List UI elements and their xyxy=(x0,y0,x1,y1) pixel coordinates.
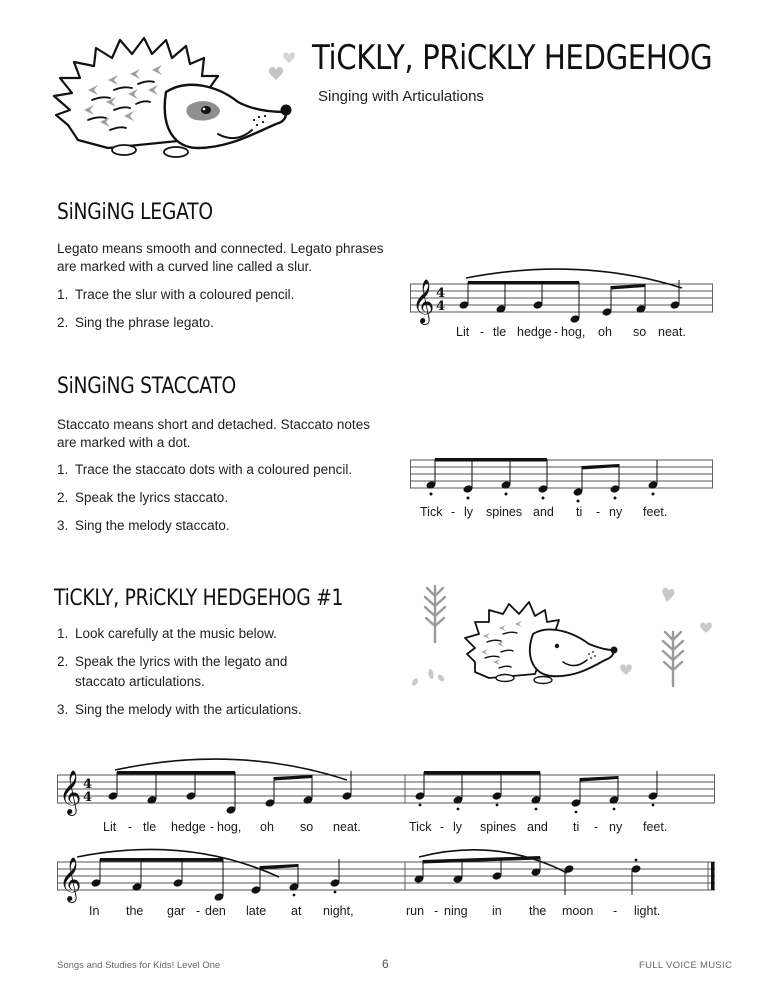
score-lyric: - xyxy=(594,820,599,834)
staccato-lyric-2: ly xyxy=(464,505,474,519)
publisher-logo: FULL VOICE MUSIC xyxy=(639,960,733,971)
step-text: Speak the lyrics staccato. xyxy=(75,490,229,505)
legato-lyric-2: tle xyxy=(493,325,507,339)
staccato-lyric-hyphen: - xyxy=(451,505,456,519)
score-system-1 xyxy=(57,752,717,822)
score-lyric: light. xyxy=(634,904,661,918)
legato-step-2 xyxy=(57,315,214,330)
page-title: TiCKLY, PRiCKLY HEDGEHOG xyxy=(312,38,713,78)
page-subtitle: Singing with Articulations xyxy=(318,88,484,105)
step-number: 2. xyxy=(57,654,69,669)
staccato-lyric-3: spines xyxy=(486,505,523,519)
score-lyric: hedge xyxy=(171,820,206,834)
score-lyric: late xyxy=(246,904,267,918)
score-lyric: at xyxy=(291,904,302,918)
staccato-lyric-6: ny xyxy=(609,505,623,519)
score-lyric: gar xyxy=(167,904,186,918)
step-text: Sing the melody staccato. xyxy=(75,518,230,533)
small-hedgehog-illustration xyxy=(405,582,725,692)
svg-text:4: 4 xyxy=(83,790,93,805)
section-heading-song: TiCKLY, PRiCKLY HEDGEHOG #1 xyxy=(54,586,344,611)
score-lyric: the xyxy=(529,904,547,918)
step-number: 1. xyxy=(57,287,69,302)
step-text: Sing the melody with the articulations. xyxy=(75,702,302,717)
song-step-1 xyxy=(57,626,277,641)
treble-clef-icon: 𝄞 xyxy=(412,279,435,323)
legato-lyric-3: hedge xyxy=(517,325,552,339)
score-lyric: Tick xyxy=(409,820,432,834)
legato-staff xyxy=(410,262,715,322)
treble-clef-icon: 𝄞 xyxy=(59,770,82,814)
legato-lyric-6: so xyxy=(633,325,647,339)
score-lyric: - xyxy=(434,904,439,918)
step-text: Look carefully at the music below. xyxy=(75,626,277,641)
song-step-2-cont xyxy=(57,674,205,689)
staccato-lyric-1: Tick xyxy=(420,505,443,519)
score-lyric: ning xyxy=(444,904,468,918)
legato-lyric-7: neat. xyxy=(658,325,686,339)
staccato-lyric-5: ti xyxy=(576,505,583,519)
score-lyric: neat. xyxy=(333,820,361,834)
staccato-step-1 xyxy=(57,462,352,477)
song-step-2 xyxy=(57,654,287,669)
score-lyric: ly xyxy=(453,820,463,834)
legato-description xyxy=(57,240,383,276)
step-number: 2. xyxy=(57,315,69,330)
score-lyric: feet. xyxy=(643,820,668,834)
step-text: Trace the slur with a coloured pencil. xyxy=(75,287,295,302)
staccato-step-2 xyxy=(57,490,228,505)
score-lyric: oh xyxy=(260,820,274,834)
section-heading-legato: SiNGiNG LEGATO xyxy=(57,200,213,225)
score-lyric: den xyxy=(205,904,226,918)
step-number: 2. xyxy=(57,490,69,505)
score-system-2 xyxy=(57,845,717,905)
score-lyric: tle xyxy=(143,820,157,834)
score-lyric: - xyxy=(440,820,445,834)
step-text: Speak the lyrics with the legato and xyxy=(75,654,288,669)
score-lyric: - xyxy=(613,904,618,918)
score-lyric: hog, xyxy=(217,820,242,834)
staccato-staff xyxy=(410,455,715,505)
svg-text:4: 4 xyxy=(436,286,446,301)
score-lyric: night, xyxy=(323,904,354,918)
staccato-lyric-4: and xyxy=(533,505,554,519)
legato-lyric-5: oh xyxy=(598,325,612,339)
step-text: staccato articulations. xyxy=(75,674,205,689)
score-lyric: ti xyxy=(573,820,580,834)
legato-description-line2: are marked with a curved line called a slur. xyxy=(57,259,313,274)
score-lyric: ny xyxy=(609,820,623,834)
svg-text:4: 4 xyxy=(83,777,93,792)
legato-step-1 xyxy=(57,287,294,302)
score-lyric: the xyxy=(126,904,144,918)
score-lyric: so xyxy=(300,820,314,834)
step-number: 3. xyxy=(57,702,69,717)
score-lyric: and xyxy=(527,820,548,834)
score-lyric: - xyxy=(128,820,133,834)
step-number: 1. xyxy=(57,626,69,641)
page-number: 6 xyxy=(382,957,389,971)
staccato-description-line2: are marked with a dot. xyxy=(57,435,191,450)
section-heading-staccato: SiNGiNG STACCATO xyxy=(57,374,236,399)
staccato-step-3 xyxy=(57,518,230,533)
score-lyric: Lit xyxy=(103,820,117,834)
legato-lyric-1: Lit xyxy=(456,325,470,339)
svg-text:4: 4 xyxy=(436,299,446,314)
score-lyric: moon xyxy=(562,904,594,918)
footer-book-title: Songs and Studies for Kids! Level One xyxy=(57,960,221,971)
treble-clef-icon: 𝄞 xyxy=(59,857,82,901)
legato-lyric-hyphen: - xyxy=(480,325,485,339)
step-number: 3. xyxy=(57,518,69,533)
score-lyric: - xyxy=(196,904,201,918)
score-lyric: In xyxy=(89,904,100,918)
score-lyric: run xyxy=(406,904,425,918)
step-text: Sing the phrase legato. xyxy=(75,315,214,330)
score-lyric: in xyxy=(492,904,502,918)
legato-description-line1: Legato means smooth and connected. Legato phrases xyxy=(57,241,384,256)
staccato-description-line1: Staccato means short and detached. Staccato notes xyxy=(57,417,370,432)
hedgehog-illustration xyxy=(48,30,308,165)
step-text: Trace the staccato dots with a coloured pencil. xyxy=(75,462,353,477)
staccato-description xyxy=(57,416,370,452)
score-lyric: spines xyxy=(480,820,517,834)
staccato-lyric-7: feet. xyxy=(643,505,668,519)
score-lyric: - xyxy=(210,820,215,834)
legato-lyric-4: hog, xyxy=(561,325,586,339)
legato-lyric-hyphen2: - xyxy=(554,325,559,339)
step-number: 1. xyxy=(57,462,69,477)
staccato-lyric-hyphen2: - xyxy=(596,505,601,519)
song-step-3 xyxy=(57,702,302,717)
